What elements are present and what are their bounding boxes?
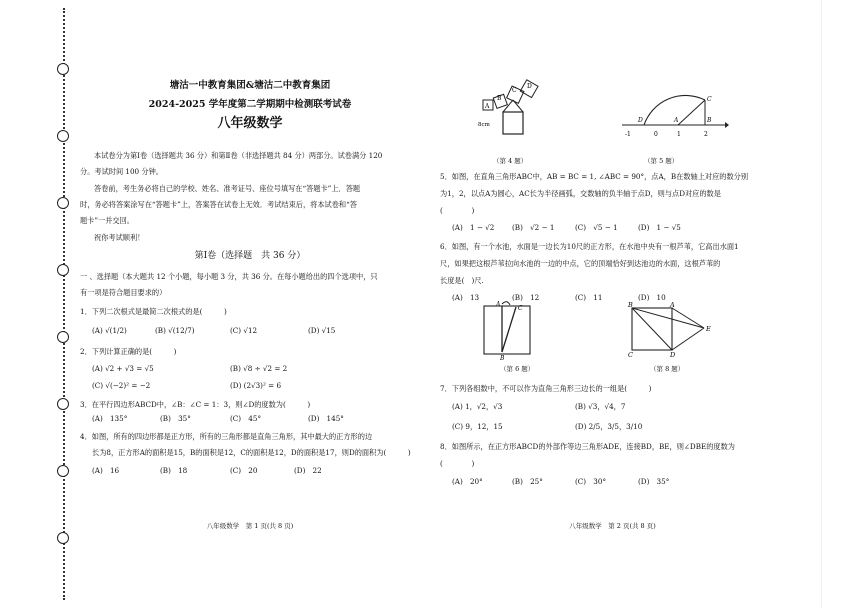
- q6-option: (B) 12: [512, 293, 540, 302]
- q5-stem: ( ): [440, 206, 475, 215]
- binding-hole: [57, 398, 69, 410]
- q6-option: (C) 11: [575, 293, 603, 302]
- intro-line: 题卡”一并交回。: [80, 216, 134, 225]
- triangle-edge: [513, 100, 523, 112]
- label-a: A: [496, 301, 501, 308]
- q4-stem: 4．如图，所有的四边形都是正方形，所有的三角形都是直角三角形，其中最大的正方形的边: [80, 432, 373, 441]
- figure-8: [620, 300, 720, 360]
- binding-hole: [57, 331, 69, 343]
- q7-option: (A) 1，√2，√3: [452, 402, 503, 411]
- section-instruction: 一 、选择题（本大题共 12 个小题，每小题 3 分，共 36 分。在每小题给出的四个选项中，只: [80, 272, 378, 281]
- page-footer: 八年级数学 第 1 页(共 8 页): [206, 522, 294, 530]
- figure-5: [620, 92, 730, 142]
- label-e: E: [706, 325, 711, 333]
- q5-stem: 为1，2，以点A为圆心，AC长为半径画弧，交数轴的负半轴于点D，则与点D对应的数是: [440, 189, 721, 198]
- axis-arrow: [725, 122, 729, 128]
- q8-option: (D) 35°: [638, 477, 670, 486]
- q2-option: (A) √2 + √3 = √5: [92, 364, 154, 373]
- q6-stem: 长度是( )尺.: [440, 276, 484, 285]
- binding-dotted-line: [63, 8, 65, 600]
- figure-4: [475, 78, 555, 148]
- fig5-caption: （第 5 题）: [644, 157, 679, 165]
- q3-stem: 3．在平行四边形ABCD中，∠B：∠C = 1：3，则∠D的度数为( ): [80, 400, 311, 409]
- label-a: A: [670, 301, 675, 309]
- exam-title: 2024-2025 学年度第二学期期中检测联考试卷: [148, 99, 352, 110]
- label-a: A: [485, 103, 490, 110]
- binding-hole: [57, 264, 69, 276]
- tick-label: -1: [625, 131, 631, 138]
- q2-option: (D) (2√3)² = 6: [230, 381, 282, 390]
- q2-option: (B) √8 ÷ √2 = 2: [230, 364, 288, 373]
- q6-option: (D) 10: [638, 293, 666, 302]
- side-length-label: 8cm: [478, 122, 490, 128]
- tick-label: 2: [704, 131, 708, 138]
- section-instruction: 有一项是符合题目要求的）: [80, 288, 167, 297]
- part1-title: 第Ⅰ卷（选择题 共 36 分）: [194, 251, 306, 261]
- reed-tip-curve: [502, 302, 510, 305]
- intro-line: 分。考试时间 100 分钟。: [80, 167, 163, 176]
- fig8-caption: （第 8 题）: [650, 365, 685, 373]
- label-d: D: [527, 83, 532, 90]
- intro-line: 祝你考试顺利！: [94, 233, 145, 242]
- q8-stem: 8．如图所示，在正方形ABCD的外部作等边三角形ADE，连接BD，BE，则∠DBE的度数为: [440, 442, 735, 451]
- q7-option: (B) √3，√4，7: [575, 402, 626, 411]
- reed-leaning: [502, 307, 516, 352]
- largest-square: [503, 112, 523, 134]
- q2-stem: 2．下列计算正确的是( ): [80, 347, 177, 356]
- q6-option: (A) 13: [452, 293, 480, 302]
- fig6-caption: （第 6 题）: [500, 365, 535, 373]
- q7-stem: 7．下列各组数中，不可以作为直角三角形三边长的一组是( ): [440, 384, 652, 393]
- page-1: [80, 0, 420, 608]
- q8-option: (A) 20°: [452, 477, 483, 486]
- q6-stem: 6．如图，有一个水池，水面是一边长为10尺的正方形，在水池中央有一根芦苇，它高出水面1: [440, 242, 739, 251]
- q8-stem: ( ): [440, 459, 475, 468]
- tick-label: 1: [677, 131, 681, 138]
- binding-hole: [57, 63, 69, 75]
- label-c: C: [707, 96, 712, 103]
- q3-option: (C) 45°: [230, 414, 262, 423]
- label-a: A: [674, 117, 679, 124]
- label-b: B: [628, 301, 633, 309]
- q1-option: (C) √12: [230, 326, 258, 335]
- q1-option: (A) √(1/2): [92, 326, 127, 335]
- q3-option: (D) 145°: [308, 414, 344, 423]
- label-b: B: [707, 117, 712, 124]
- q1-option: (B) √(12/7): [155, 326, 195, 335]
- figure-6: [480, 300, 540, 360]
- binding-hole: [57, 130, 69, 142]
- intro-line: 答卷前，考生务必将自己的学校、姓名、准考证号、座位号填写在“答题卡”上．答题: [94, 184, 361, 193]
- binding-margin: [57, 8, 71, 600]
- segment-bd: [632, 308, 672, 350]
- q4-option: (B) 18: [160, 466, 188, 475]
- q7-option: (C) 9，12，15: [452, 422, 503, 431]
- q1-option: (D) √15: [308, 326, 336, 335]
- page-2: [440, 0, 785, 608]
- segment-ae: [672, 308, 704, 328]
- q4-option: (D) 22: [294, 466, 322, 475]
- subject-title: 八年级数学: [217, 116, 283, 131]
- q5-stem: 5．如图，在直角三角形ABC中，AB = BC = 1, ∠ABC = 90°，点A，B在数轴上对应的数分别: [440, 172, 749, 181]
- q3-option: (A) 135°: [92, 414, 128, 423]
- q2-option: (C) √(−2)² = −2: [92, 381, 151, 390]
- label-c: C: [512, 87, 517, 94]
- binding-hole: [57, 532, 69, 544]
- q4-option: (A) 16: [92, 466, 120, 475]
- fig4-caption: （第 4 题）: [493, 157, 528, 165]
- school-title: 塘沽一中教育集团&塘沽二中教育集团: [169, 80, 331, 91]
- q5-option: (D) 1 − √5: [638, 223, 681, 232]
- label-b: B: [497, 95, 502, 102]
- label-b: B: [500, 355, 505, 360]
- tick-label: 0: [654, 131, 658, 138]
- label-c: C: [518, 305, 523, 312]
- q8-option: (B) 25°: [512, 477, 543, 486]
- q5-option: (B) √2 − 1: [512, 223, 555, 232]
- q4-option: (C) 20: [230, 466, 258, 475]
- segment-be: [632, 308, 704, 328]
- q1-stem: 1．下列二次根式是最简二次根式的是( ): [80, 307, 227, 316]
- segment-de: [672, 328, 704, 350]
- q4-stem: 长为8，正方形A的面积是15，B的面积是12，C的面积是12，D的面积是17，则D的面积为( ): [92, 448, 411, 457]
- label-d: D: [670, 351, 676, 359]
- intro-line: 时，务必将答案涂写在“答题卡”上，答案答在试卷上无效．考试结束后，将本试卷和“答: [80, 200, 357, 209]
- q7-option: (D) 2/5，3/5，3/10: [575, 422, 643, 431]
- binding-hole: [57, 465, 69, 477]
- label-d: D: [638, 117, 643, 124]
- q5-option: (A) 1 − √2: [452, 223, 495, 232]
- intro-line: 本试卷分为第Ⅰ卷（选择题共 36 分）和第Ⅱ卷（非选择题共 84 分）两部分。试卷满分 120: [94, 151, 383, 160]
- q8-option: (C) 30°: [575, 477, 607, 486]
- pool-cross-section: [484, 306, 530, 354]
- q6-stem: 尺，如果把这根芦苇拉向水池的一边的中点，它的顶端恰好到达池边的水面，这根芦苇的: [440, 259, 721, 268]
- page-edge: [821, 0, 860, 608]
- q3-option: (B) 35°: [160, 414, 191, 423]
- q5-option: (C) √5 − 1: [575, 223, 618, 232]
- binding-hole: [57, 197, 69, 209]
- page-footer: 八年级数学 第 2 页(共 8 页): [569, 522, 656, 530]
- segment-ac: [678, 100, 705, 125]
- label-c: C: [628, 351, 633, 359]
